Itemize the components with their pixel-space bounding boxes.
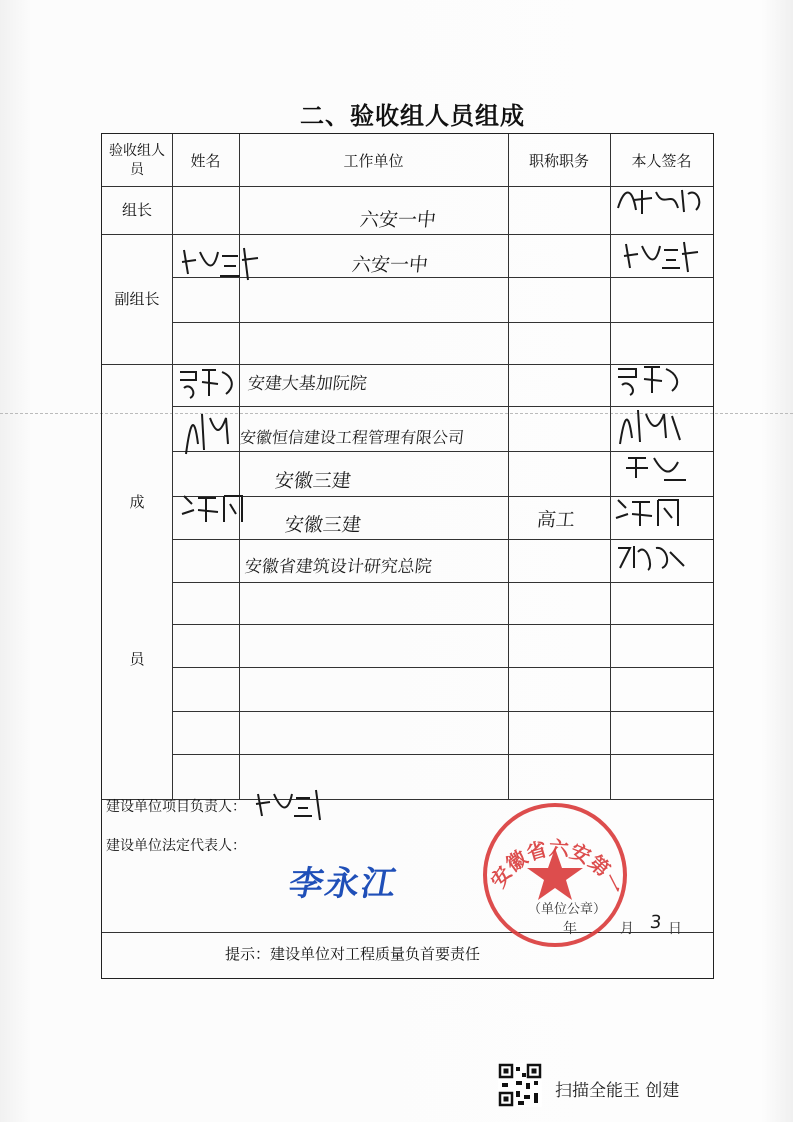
month-label: 月 [620,921,634,937]
row-divider [172,624,713,625]
leader-unit: 六安一中 [358,209,438,231]
role-leader: 组长 [121,200,152,219]
member-2-name-signature [180,404,240,464]
member-5-unit: 安徽省建筑设计研究总院 [243,557,433,577]
year-label: 年 [563,921,577,937]
member-1-name-signature [176,364,242,400]
project-leader-label: 建设单位项目负责人： [106,799,246,815]
header-signature: 本人签名 [631,151,692,170]
tip-text: 提示：建设单位对工程质量负首要责任 [225,945,481,963]
member-1-signature [614,361,694,397]
role-deputy: 副组长 [114,289,160,308]
member-4-name-signature [180,488,260,528]
row-divider [172,754,713,755]
member-4-position: 高工 [535,509,577,531]
legal-rep-name: 李永江 [285,864,401,904]
deputy-name-signature [178,240,268,285]
member-5-signature [614,538,694,574]
deputy-signature [620,236,710,276]
row-divider [172,322,713,323]
row-divider [102,234,713,235]
member-1-unit: 安建大基加阮院 [246,374,368,394]
member-3-signature [624,452,694,484]
header-position: 职称职务 [528,151,589,170]
unit-seal [480,800,630,950]
row-divider [172,711,713,712]
member-4-unit: 安徽三建 [283,514,363,536]
member-3-unit: 安徽三建 [273,470,353,492]
row-divider [172,582,713,583]
deputy-unit: 六安一中 [350,254,430,276]
member-4-signature [614,492,698,530]
seal-text: 安徽省六安第一 [485,835,629,899]
page-title: 二、验收组人员组成 [300,102,525,130]
member-2-signature [614,402,694,450]
header-work-unit: 工作单位 [343,151,404,170]
header-name: 姓名 [190,151,221,170]
unit-seal-label: （单位公章） [528,902,607,917]
role-member-2: 员 [129,649,145,668]
legal-rep-label: 建设单位法定代表人： [106,838,246,854]
member-2-unit: 安徽恒信建设工程管理有限公司 [238,428,465,447]
scanner-brand-watermark: 扫描全能王 创建 [555,1081,680,1101]
role-member-1: 成 [129,492,145,511]
project-leader-signature [252,784,332,824]
leader-signature [612,180,712,220]
date-day: 3 [648,912,663,933]
day-label: 日 [668,921,682,937]
qr-code-icon [498,1063,542,1107]
header-group-member: 验收组人员 [109,143,165,178]
row-divider [172,667,713,668]
